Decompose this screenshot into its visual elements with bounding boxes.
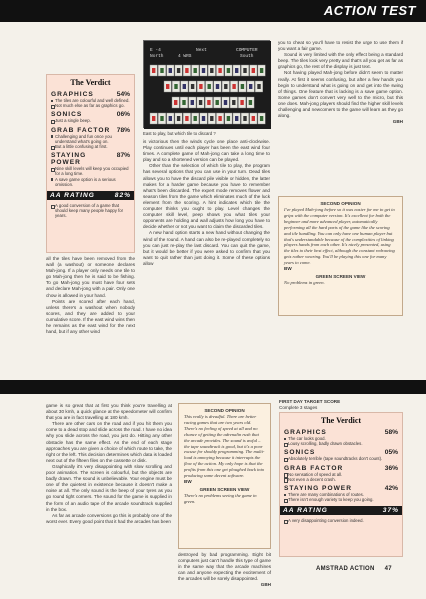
hud-wind-row: North xyxy=(150,54,164,59)
verdict-graphics: GRAPHICS 58% xyxy=(284,429,398,436)
tile-symbol xyxy=(202,116,205,121)
tile-symbol xyxy=(241,84,244,89)
aa-rating-bar: AA RATING 82% xyxy=(47,191,134,200)
paragraph: Graphically it's very disappointing with slow scrolling and poor animation. The screen is colourful, but the objects are badly drawn. The sound is unbelievable. Your engine must be one of the quietest in existence because it doesn't make a noise at all. The only sound is the beep of your tyres as you go round tight corners. The sound for the game is supplied in the form of an audio tape of the arcade soundtrack supplied in the box. xyxy=(46,463,172,512)
second-opinion-body: This really is dreadful. There are better racing games that are two years old. There's no feeling of speed at all and no chance of getting the adrenalin rush that the arcade provides. The sound is awful – the tape soundtrack is good, but it's a poor excuse for shoddy programming. The multi-load is annoying because it interrupts the flow of the action. My only hope is that the profits from this one get ploughed back into producing some decent software. xyxy=(184,414,265,479)
aa-rating-bar: AA RATING 37% xyxy=(280,506,402,515)
article-column-1-bottom xyxy=(46,403,172,525)
tile-symbol xyxy=(177,116,180,121)
verdict-summary: A good conversion of a game that should keep many people happy for years. xyxy=(51,203,130,219)
section-divider-bar xyxy=(0,380,426,394)
green-screen-heading: GREEN SCREEN VIEW xyxy=(315,274,366,280)
section-header-bar xyxy=(0,0,426,22)
hud-next: Next xyxy=(196,48,207,53)
first-day-label: FIRST DAY TARGET SCORE xyxy=(279,399,341,404)
paragraph: There are other cars on the road and if you hit them you come to a dead stop and slide across the road. I have no idea why you slide across the road, you just do. Hitting any other obstacle has the same effect. As the end of each stage approaches you are given a choice of which route to take, the right or the left. This decision determines which data is loaded next out of the fifteen files on the cassette or disk. xyxy=(46,421,172,463)
tile-symbol xyxy=(185,116,188,121)
tile-symbol xyxy=(260,116,263,121)
tile-symbol xyxy=(194,68,197,73)
tile-symbol xyxy=(224,100,227,105)
tile-symbol xyxy=(207,100,210,105)
paragraph: Not having played Mah-jong before didn't seem to matter really. At first it seems confusing, but after a few hands you begin to understand what is going on and get into the swing of things. One feature that is lacking is a save game option. Some games don't convert very well to the micro, but this one does. Mah-jong players should find the higher skill levels challenging and newcomers to the game will learn as they go along. xyxy=(278,70,403,119)
article-column-2-bottom xyxy=(178,552,271,589)
tile-symbol xyxy=(177,68,180,73)
tile-symbol xyxy=(252,116,255,121)
hud-player: COMPUTER xyxy=(236,48,258,53)
tile-symbol xyxy=(182,100,185,105)
tile-symbol xyxy=(249,84,252,89)
second-opinion-body: I've played Mah-jong before so it was easier for me to get to grips with the computer version. It's excellent for both the beginner and more advanced player, automatically performing all the hard parts of the game like the scoring and tile handling. You can only have one human player but that's understandable because of the complexities of linking players hands from each other. It's nicely presented, using the tiles to their best effect, although the constant redrawing gets rather wearing. You'll be playing this one for many years to come. xyxy=(284,207,395,266)
verdict-note: Lousy scrolling, badly drawn obstacles. xyxy=(284,441,398,446)
tile-symbol xyxy=(235,68,238,73)
paragraph: Sound is very limited with the only effect being a standard beep. The tiles look very pretty and that's all you get as far as graphics go, the rest of the display is just text. xyxy=(278,52,403,70)
hud-wind-left: E -4 xyxy=(150,48,161,53)
tile-symbol xyxy=(199,100,202,105)
tile-symbol xyxy=(227,68,230,73)
article-column-3-top xyxy=(278,40,403,125)
tile-symbol xyxy=(252,68,255,73)
screenshot-caption: East to play, but which tile to discard ? xyxy=(143,131,216,136)
tile-symbol xyxy=(160,68,163,73)
verdict-graphics: GRAPHICS 54% xyxy=(51,91,130,98)
paragraph: you to cheat so you'll have to resist the urge to use them if you want a fair game. xyxy=(278,40,403,52)
verdict-note: But a little confusing at first. xyxy=(51,144,130,149)
tile-symbol xyxy=(249,100,252,105)
verdict-box-mahjong xyxy=(46,74,135,253)
tile-symbol xyxy=(169,116,172,121)
tile-symbol xyxy=(152,68,155,73)
paragraph: all the tiles have been removed from the wall (a washout) or someone declares Mah-jong. If a player only needs one tile to go Mah-jong then he is said to be fishing. To go Mah-jong you must have four sets and declare Mah-jong with a pair. Only one chow is allowed in your hand. xyxy=(46,256,135,298)
tile-symbol xyxy=(210,68,213,73)
verdict-staying-power: STAYING POWER 42% xyxy=(284,485,398,493)
verdict-staying-power: STAYING POWER 87% xyxy=(51,152,130,167)
tile-symbol xyxy=(202,68,205,73)
verdict-sonics: SONICS 06% xyxy=(51,111,130,119)
tile-symbol xyxy=(210,116,213,121)
tile-symbol xyxy=(243,116,246,121)
verdict-note: Just a single beep. xyxy=(51,118,130,123)
tile-symbol xyxy=(199,84,202,89)
tile-symbol xyxy=(260,68,263,73)
tile-symbol xyxy=(235,116,238,121)
verdict-note: Not much else as far as graphics go. xyxy=(51,103,130,108)
tile-symbol xyxy=(227,116,230,121)
verdict-note: Not even a decent crash. xyxy=(284,477,398,482)
mahjong-screen-graphic xyxy=(144,41,271,129)
game-screenshot xyxy=(143,40,270,128)
verdict-note: No sensation of speed at all. xyxy=(284,472,398,477)
verdict-grab-factor: GRAB FACTOR 36% xyxy=(284,464,398,472)
verdict-title: The Verdict xyxy=(320,416,362,425)
verdict-box-racing xyxy=(279,412,403,557)
paragraph: A new hand option starts a new hand without changing the wind of the round. A hand can also be re-played completely so you can just re-play the last discard. You can quit the game, but it would be better if you were asked to confirm that you want to quit rather than just doing it. Some of these options allow xyxy=(143,230,270,266)
tile-symbol xyxy=(218,68,221,73)
paragraph: game is so great that at first you think you're travelling at about 30 kmh, a quick glance at the speedometer will confirm that you are in fact travelling at 180 kmh. xyxy=(46,403,172,421)
tile-symbol xyxy=(257,84,260,89)
tile-symbol xyxy=(208,84,211,89)
verdict-note: Challenging and fun once you understand what's going on. xyxy=(51,134,130,144)
verdict-note: A save game option is a serious omission. xyxy=(51,177,130,187)
reviewer-signature: BW xyxy=(284,266,292,272)
article-column-1-top xyxy=(46,256,135,335)
tile-symbol xyxy=(191,84,194,89)
verdict-note: The tiles are colourful and well defined. xyxy=(51,98,130,103)
green-screen-heading: GREEN SCREEN VIEW xyxy=(199,486,250,492)
author-signature: GBH xyxy=(392,119,403,125)
green-screen-body: There's no problems seeing the game in green. xyxy=(184,492,257,504)
tile-symbol xyxy=(216,84,219,89)
verdict-note: Absolutely terrible (tape soundtracks don't count). xyxy=(284,456,398,461)
author-signature: GBH xyxy=(260,582,271,588)
paragraph: Other than the selection of which tile to play, the program has several options that you can use in your turn. Dead tiles allows you to have the discard pile visible or hidden, the latter makes for a harder game because you have to remember what's been discarded. The expert mode removes flower and season tiles from the game which eliminates much of the luck element from the scoring. A hint indicates which tile the computer thinks you ought to play. Level changes the computer skill level, peep shows you what tiles your opponents are holding and wall adjusts how long you have to decide whether or not you want to claim the discarded tiles. xyxy=(143,163,270,230)
second-opinion-heading: SECOND OPINION xyxy=(320,201,361,206)
paragraph: destroyed by bad programming. Eight bit computers just can't handle this type of game in the same way that the arcade machines can and anyone expecting the excitement of the arcades will be sorely disappointed. xyxy=(178,552,271,582)
tile-symbol xyxy=(232,100,235,105)
hud-score: 4 WRS xyxy=(178,54,192,59)
second-opinion-box-mahjong xyxy=(278,196,403,316)
section-title: ACTION TEST xyxy=(323,3,416,18)
paragraph: Points are scored after each hand, unless there's a washout when nobody scores, and they are added to your cumulative score. If the east wind wins then he remains as the east wind for the next hand, but if any other wind xyxy=(46,298,135,335)
second-opinion-box-racing xyxy=(178,403,271,549)
verdict-title: The Verdict xyxy=(70,78,111,87)
verdict-note: Nine skill levels will keep you occupied for a long time. xyxy=(51,166,130,176)
verdict-summary: A very disappointing conversion indeed. xyxy=(284,518,398,523)
tile-symbol xyxy=(174,84,177,89)
second-opinion-heading: SECOND OPINION xyxy=(204,408,245,413)
verdict-sonics: SONICS 05% xyxy=(284,449,398,457)
page-number: 47 xyxy=(384,566,392,572)
article-column-2-top xyxy=(143,139,270,267)
hud-direction: South xyxy=(240,54,254,59)
tile-symbol xyxy=(218,116,221,121)
magazine-name: AMSTRAD ACTION xyxy=(316,566,375,572)
tile-symbol xyxy=(169,68,172,73)
tile-symbol xyxy=(166,84,169,89)
first-day-target xyxy=(279,399,403,411)
tile-symbol xyxy=(243,68,246,73)
paragraph: As far as arcade conversions go this is probably one of the worst ever. Every good point that it had the arcades has been xyxy=(46,512,172,524)
verdict-note: There isn't enough variety to keep you going. xyxy=(284,497,398,502)
tile-symbol xyxy=(160,116,163,121)
tile-symbol xyxy=(174,100,177,105)
verdict-note: There are many combinations of routes. xyxy=(284,492,398,497)
tile-symbol xyxy=(216,100,219,105)
paragraph: is victorious then the winds cycle one place anti-clockwise. Play continues until each player has been the east wind four times. A complete game of Mah-jong can take a long time to play and so a shortened version can be played. xyxy=(143,139,270,163)
tile-symbol xyxy=(194,116,197,121)
tile-symbol xyxy=(224,84,227,89)
verdict-note: The car looks good. xyxy=(284,436,398,441)
tile-symbol xyxy=(152,116,155,121)
tile-symbol xyxy=(183,84,186,89)
tile-symbol xyxy=(232,84,235,89)
tile-symbol xyxy=(191,100,194,105)
green-screen-body: No problems in green. xyxy=(284,280,325,286)
first-day-value: Complete 3 stages xyxy=(279,405,318,411)
verdict-grab-factor: GRAB FACTOR 78% xyxy=(51,126,130,134)
reviewer-signature: BW xyxy=(184,478,192,484)
tile-symbol xyxy=(185,68,188,73)
page-footer xyxy=(316,566,392,572)
tile-symbol xyxy=(240,100,243,105)
